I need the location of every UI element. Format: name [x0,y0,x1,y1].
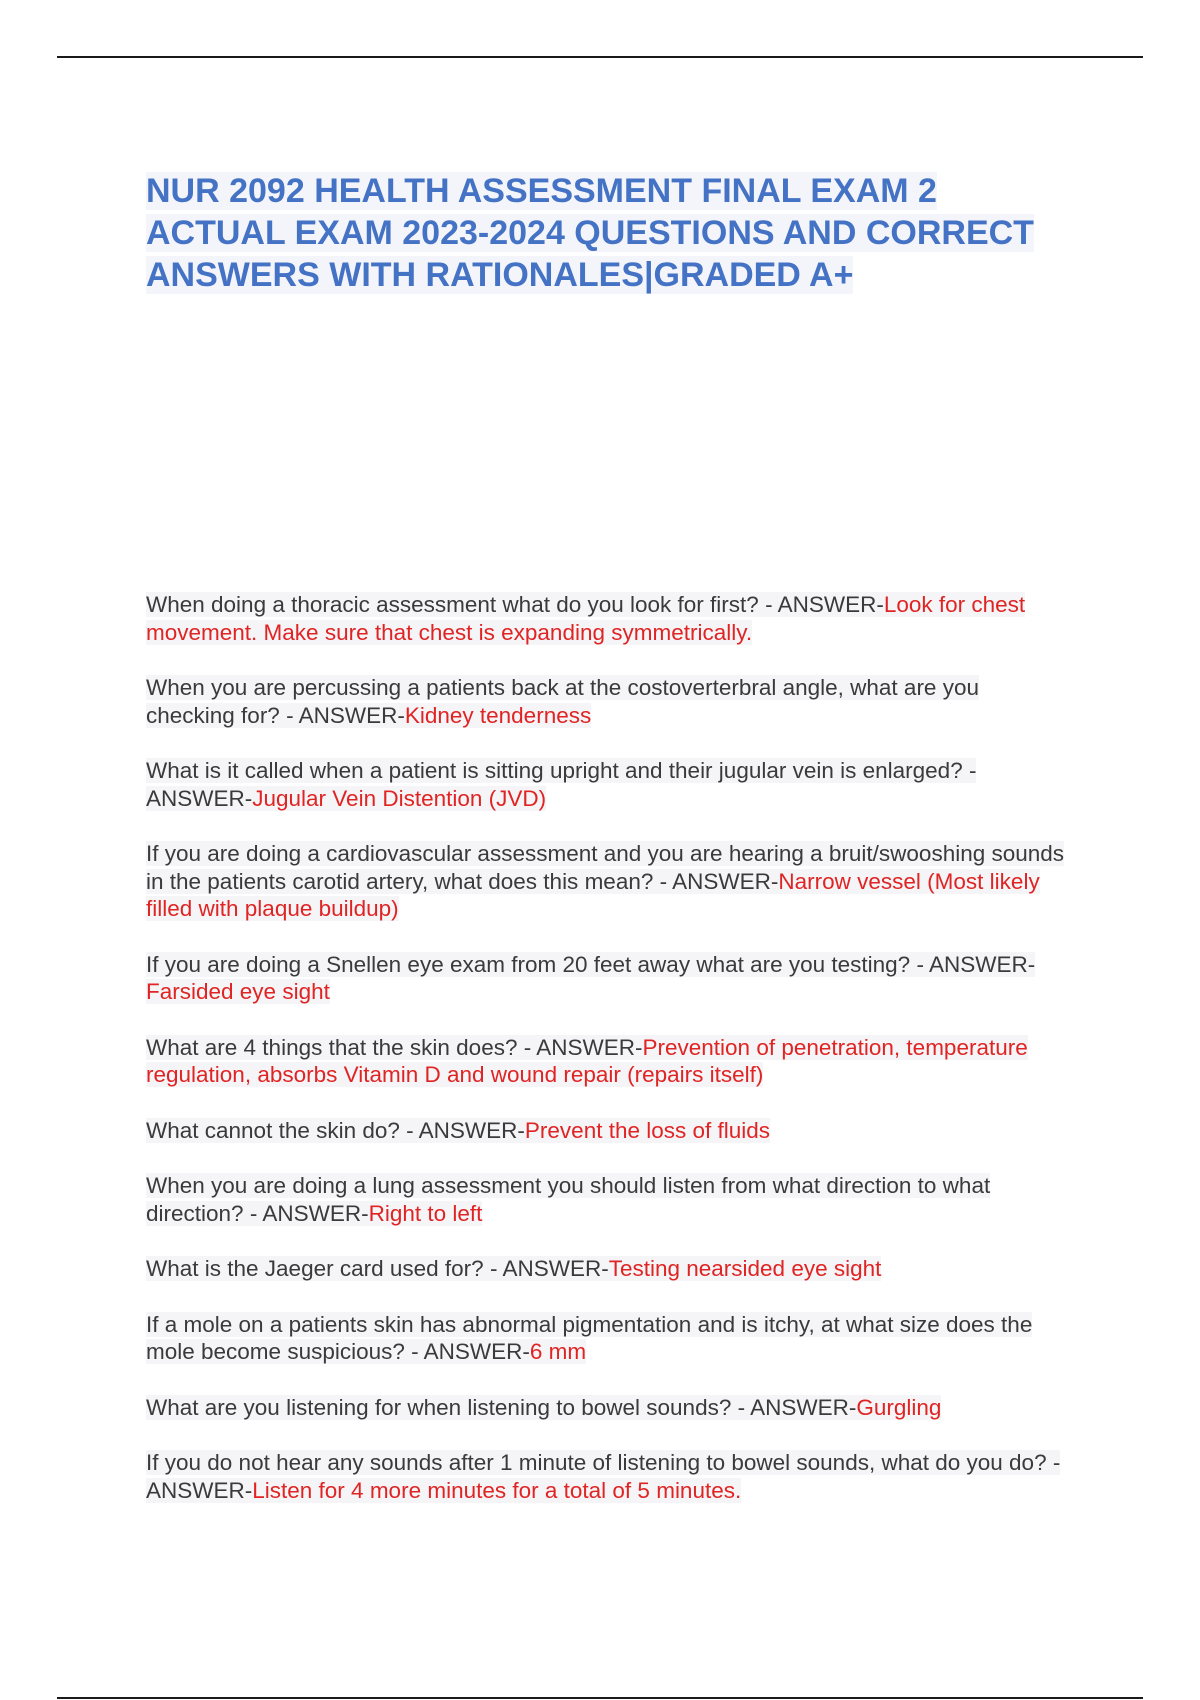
question-text: If you do not hear any sounds after 1 minute of listening to bowel sounds, what do you do? [146,1450,1047,1475]
question-text: What cannot the skin do? [146,1117,400,1143]
answer-prefix: - ANSWER- [279,702,405,728]
qa-item [146,1172,1066,1227]
question-text: What is the Jaeger card used for? [146,1256,484,1281]
qa-item [146,757,1066,812]
question-text: What is it called when a patient is sitting upright and their jugular vein is enlarged? [146,758,963,783]
answer-text: Prevent the loss of fluids [524,1117,771,1143]
answer-text: Listen for 4 more minutes for a total of 5 minutes. [252,1477,742,1503]
question-text: What are 4 things that the skin does? [146,1034,518,1060]
question-text: If a mole on a patients skin has abnormal pigmentation and is itchy, at what size does the mole become suspicious? [146,1311,1033,1364]
document-title: NUR 2092 HEALTH ASSESSMENT FINAL EXAM 2 ACTUAL EXAM 2023-2024 QUESTIONS AND CORRECT ANSWERS WITH RATIONALES|GRADED A+ [146,172,1034,294]
bottom-divider [57,1697,1143,1699]
answer-text: Testing nearsided eye sight [608,1256,882,1281]
question-text: When you are percussing a patients back at the costoverterbral angle, what are you checking for? [146,675,979,728]
answer-text: Look for chest movement. Make sure that chest is expanding symmetrically. [146,592,1026,645]
answer-prefix: - ANSWER- [146,758,977,811]
qa-item [146,1255,1066,1283]
question-text: If you are doing a cardiovascular assessment and you are hearing a bruit/swooshing sounds in the patients carotid artery, what does this mean? [146,841,1065,894]
answer-prefix: - ANSWER- [243,1200,369,1226]
qa-item [146,951,1066,1006]
question-text: When you are doing a lung assessment you should listen from what direction to what direction? [146,1173,991,1226]
answer-prefix: - ANSWER- [404,1339,530,1364]
answer-text: Narrow vessel (Most likely filled with plaque buildup) [146,868,1040,921]
top-divider [57,56,1143,58]
answer-prefix: - ANSWER- [910,951,1036,977]
question-answer-list [146,591,1066,1532]
question-text: When doing a thoracic assessment what do you look for first? [146,592,759,617]
qa-item [146,1311,1066,1366]
qa-item [146,591,1066,646]
answer-prefix: - ANSWER- [399,1117,525,1143]
answer-prefix: - ANSWER- [483,1256,609,1281]
answer-text: Right to left [368,1200,483,1226]
qa-item [146,1034,1066,1089]
answer-text: Farsided eye sight [146,979,330,1004]
question-text: If you are doing a Snellen eye exam from 20 feet away what are you testing? [146,951,911,977]
answer-prefix: - ANSWER- [517,1034,643,1060]
question-text: What are you listening for when listening to bowel sounds? [146,1394,732,1420]
answer-prefix: - ANSWER- [731,1394,857,1420]
qa-item [146,674,1066,729]
qa-item [146,1117,1066,1145]
answer-text: 6 mm [529,1339,587,1364]
answer-prefix: - ANSWER- [653,868,779,894]
answer-text: Kidney tenderness [404,702,592,728]
answer-text: Gurgling [856,1394,942,1420]
answer-text: Prevention of penetration, temperature regulation, absorbs Vitamin D and wound repair (repairs itself) [146,1034,1028,1087]
answer-prefix: - ANSWER- [758,592,884,617]
qa-item [146,1394,1066,1422]
qa-item [146,840,1066,923]
answer-text: Jugular Vein Distention (JVD) [252,785,547,811]
answer-prefix: - ANSWER- [146,1450,1061,1503]
qa-item [146,1449,1066,1504]
